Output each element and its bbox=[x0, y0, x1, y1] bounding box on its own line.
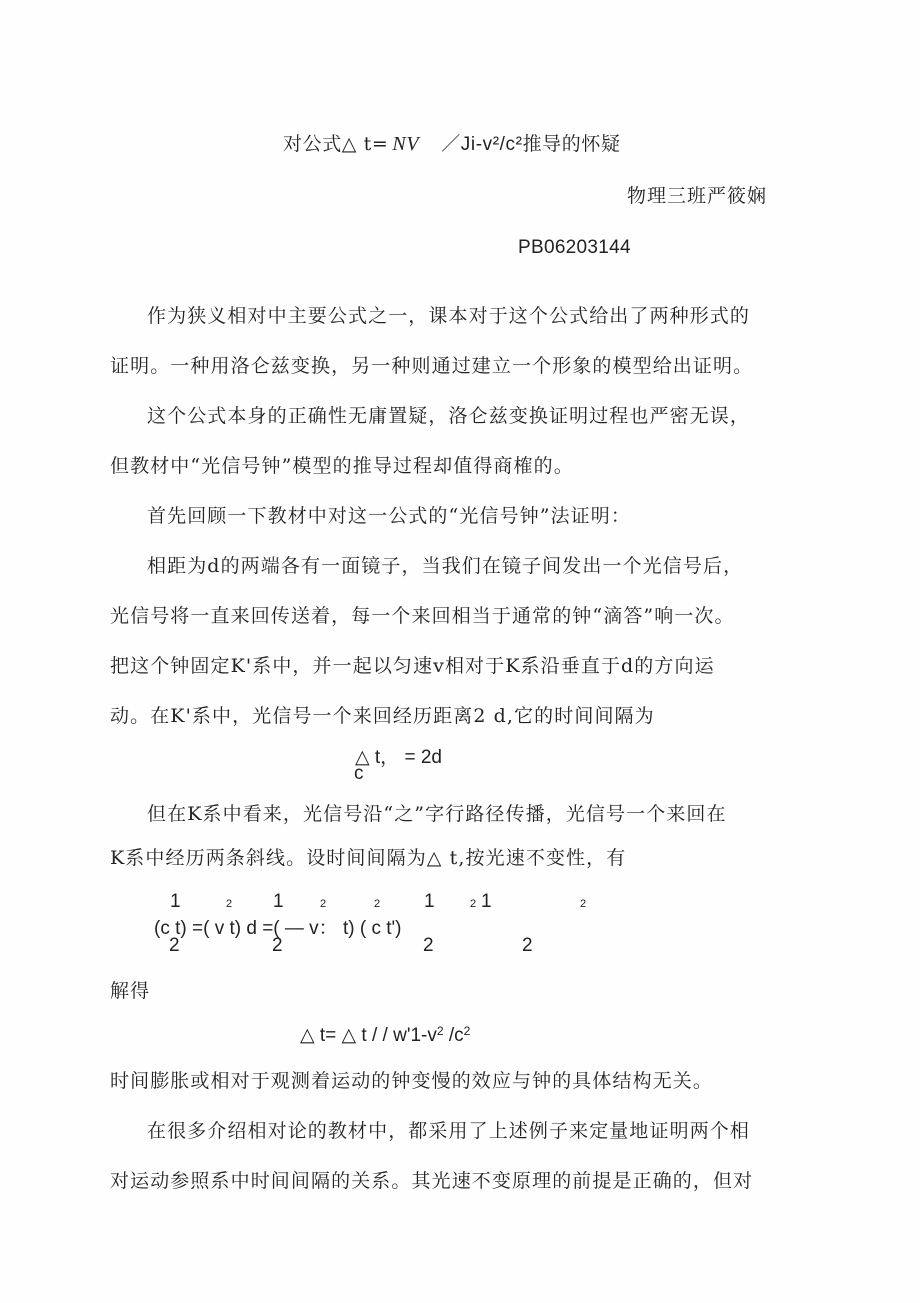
paragraph-1-line-2: 证明。一种用洛仑兹变换，另一种则通过建立一个形象的模型给出证明。 bbox=[110, 355, 754, 377]
paragraph-2-line-1: 这个公式本身的正确性无庸置疑，洛仑兹变换证明过程也严密无误， bbox=[147, 405, 751, 427]
eq2-sup-2d: 2 bbox=[470, 898, 477, 910]
eq2-top-1a: 1 bbox=[170, 891, 181, 912]
title-suffix: ／Ji-v²/c²推导的怀疑 bbox=[441, 134, 621, 155]
paragraph-4-line-3: 把这个钟固定K'系中，并一起以匀速v相对于K系沿垂直于d的方向运 bbox=[110, 655, 715, 677]
paragraph-4-line-2: 光信号将一直来回传送着，每一个来回相当于通常的钟“滴答”响一次。 bbox=[110, 605, 735, 627]
document-title bbox=[283, 132, 621, 157]
eq2-bottom-2d: 2 bbox=[522, 935, 533, 956]
paragraph-8-line-2: 对运动参照系中时间间隔的关系。其光速不变原理的前提是正确的，但对 bbox=[110, 1170, 754, 1192]
eq3-mid: /c bbox=[443, 1025, 464, 1046]
eq2-bottom-2c: 2 bbox=[423, 935, 434, 956]
eq2-sup-2a: 2 bbox=[226, 898, 233, 910]
eq2-sup-2c: 2 bbox=[374, 898, 381, 910]
paragraph-8-line-1: 在很多介绍相对论的教材中，都采用了上述例子来定量地证明两个相 bbox=[147, 1120, 751, 1142]
paragraph-5-line-1: 但在K系中看来，光信号沿“之”字行路径传播，光信号一个来回在 bbox=[147, 803, 727, 825]
paragraph-1-line-1: 作为狭义相对中主要公式之一，课本对于这个公式给出了两种形式的 bbox=[147, 305, 751, 327]
paragraph-4-line-4: 动。在K'系中，光信号一个来回经历距离2 d,它的时间间隔为 bbox=[110, 705, 655, 727]
eq2-bottom-2a: 2 bbox=[169, 935, 180, 956]
equation-1-denominator: c bbox=[354, 763, 364, 784]
paragraph-3-line-1: 首先回顾一下教材中对这一公式的“光信号钟”法证明： bbox=[147, 505, 631, 527]
eq2-top-1c: 1 bbox=[424, 891, 435, 912]
title-nv: NV bbox=[392, 133, 420, 155]
author-name: 物理三班严筱娴 bbox=[627, 185, 768, 207]
eq3-text: △ t= △ t / / w'1-v bbox=[300, 1025, 437, 1046]
eq2-top-1b: 1 bbox=[273, 891, 284, 912]
paragraph-4-line-1: 相距为d的两端各有一面镜子，当我们在镜子间发出一个光信号后， bbox=[147, 555, 744, 577]
equation-3 bbox=[300, 1024, 470, 1047]
eq2-sup-2e: 2 bbox=[580, 898, 587, 910]
title-prefix: 对公式△ t= bbox=[283, 133, 389, 155]
eq3-sup-1: 2 bbox=[436, 1024, 444, 1038]
paragraph-7-line-1: 时间膨胀或相对于观测着运动的钟变慢的效应与钟的具体结构无关。 bbox=[110, 1070, 714, 1092]
student-id: PB06203144 bbox=[518, 237, 631, 258]
eq2-bottom-2b: 2 bbox=[272, 935, 283, 956]
eq2-main: (c t) =( v t) d =( — v： t) ( c t') bbox=[154, 918, 402, 939]
equation-1: △ t， = 2d bbox=[355, 747, 442, 768]
paragraph-6-line-1: 解得 bbox=[110, 980, 151, 1002]
eq3-sup-2: 2 bbox=[463, 1024, 471, 1038]
paragraph-5-line-2: K系中经历两条斜线。设时间间隔为△ t,按光速不变性，有 bbox=[110, 847, 627, 869]
paragraph-2-line-2: 但教材中“光信号钟”模型的推导过程却值得商榷的。 bbox=[110, 455, 574, 477]
eq2-top-1d: 1 bbox=[481, 891, 492, 912]
eq2-sup-2b: 2 bbox=[320, 898, 327, 910]
